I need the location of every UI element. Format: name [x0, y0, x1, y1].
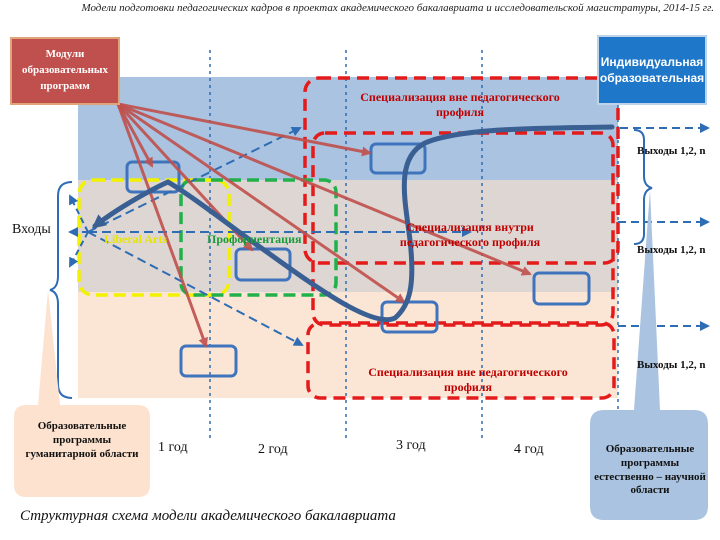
callout-science-text: Образовательные программы естественно – научной области [594, 443, 706, 497]
callout-humanities-text: Образовательные программы гуманитарной области [25, 420, 139, 460]
liberal-arts-label: Liberal Arts [104, 232, 167, 246]
exit-label-3: Выходы 1,2, n [637, 359, 706, 371]
year-label-3: 3 год [396, 438, 426, 453]
exit-label-2: Выходы 1,2, n [637, 244, 706, 256]
year-label-4: 4 год [514, 442, 544, 457]
individual-trajectory-box: Индивидуальная образовательная [597, 35, 707, 105]
spec-top-label: Специализация вне педагогического профиля [360, 90, 560, 119]
diagram-caption: Структурная схема модели академического бакалавриата [20, 508, 396, 524]
spec-mid-label: Специализация внутри педагогического профиля [399, 220, 541, 249]
spec-bottom-label: Специализация вне педагогического профиля [368, 365, 568, 394]
orientation-label: Профориентация [207, 232, 302, 246]
modules-box: Модули образовательных программ [10, 37, 120, 105]
header-title: Модели подготовки педагогических кадров в проектах академического бакалавриата и исследовательской магистратуры, 2014-15 гг. [81, 2, 714, 14]
inputs-label: Входы [12, 222, 51, 237]
year-label-2: 2 год [258, 442, 288, 457]
exit-label-1: Выходы 1,2, n [637, 145, 706, 157]
year-label-1: 1 год [158, 440, 188, 455]
